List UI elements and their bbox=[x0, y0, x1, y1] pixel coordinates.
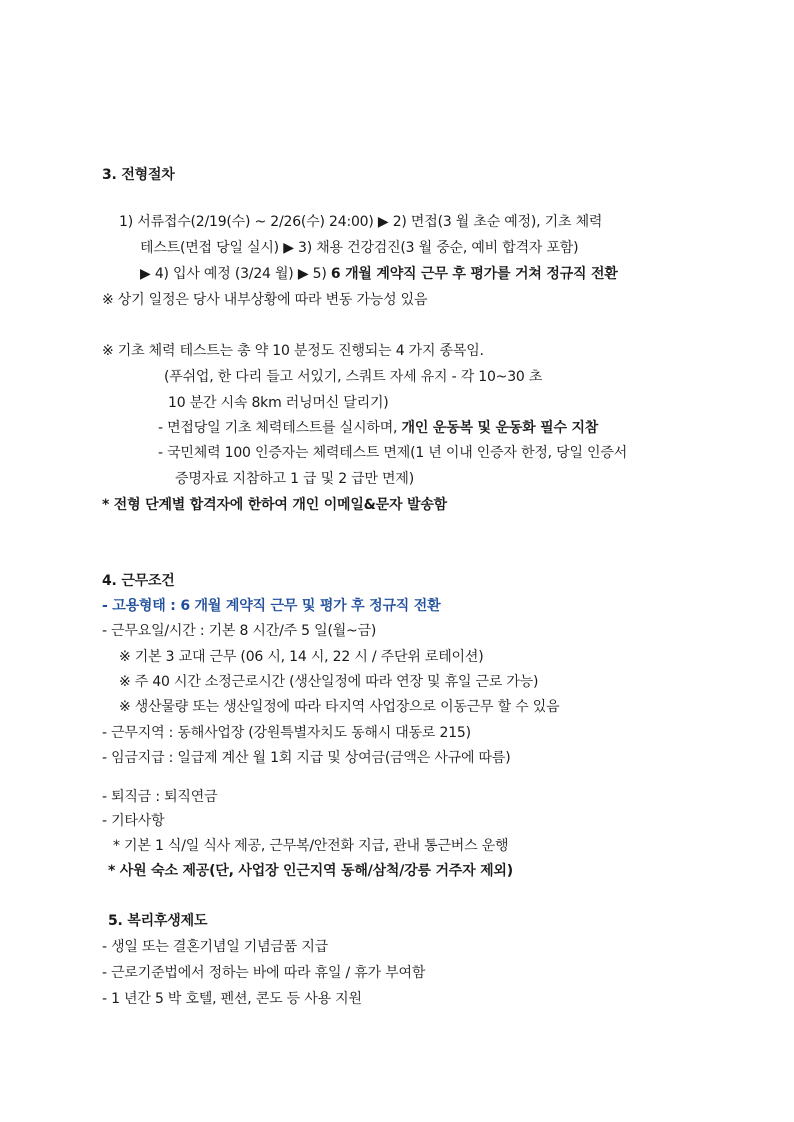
pay: - 임금지급 : 일급제 계산 월 1회 지급 및 상여금(금액은 사규에 따름) bbox=[102, 750, 511, 766]
fitness-items-line-2: 10 분간 시속 8km 러닝머신 달리기) bbox=[168, 395, 389, 411]
benefit-item-2: - 근로기준법에서 정하는 바에 따라 휴일 / 휴가 부여함 bbox=[102, 965, 426, 981]
process-line-3 bbox=[140, 264, 618, 284]
fitness-bullet-1-text: - 면접당일 기초 체력테스트를 실시하며, bbox=[158, 420, 402, 436]
work-hours-note-3: ※ 생산물량 또는 생산일정에 따라 타지역 사업장으로 이동근무 할 수 있음 bbox=[119, 699, 560, 715]
fitness-bullet-1-emphasis: 개인 운동복 및 운동화 필수 지참 bbox=[401, 420, 599, 436]
fitness-bullet-2-line-2: 증명자료 지참하고 1 급 및 2 급만 면제) bbox=[175, 471, 414, 487]
fitness-note: ※ 기초 체력 테스트는 총 약 10 분정도 진행되는 4 가지 종목임. bbox=[102, 343, 484, 359]
work-hours-note-2: ※ 주 40 시간 소정근로시간 (생산일정에 따라 연장 및 휴일 근로 가능) bbox=[119, 674, 539, 690]
benefit-item-1: - 생일 또는 결혼기념일 기념금품 지급 bbox=[102, 939, 328, 955]
process-line-1: 1) 서류접수(2/19(수) ~ 2/26(수) 24:00) ▶ 2) 면접(3 월 초순 예정), 기초 체력 bbox=[119, 214, 603, 230]
work-hours: - 근무요일/시간 : 기본 8 시간/주 5 일(월~금) bbox=[102, 623, 377, 639]
etc-item-1: * 기본 1 식/일 식사 제공, 근무복/안전화 지급, 관내 통근버스 운행 bbox=[113, 838, 509, 854]
selection-notice: * 전형 단계별 합격자에 한하여 개인 이메일&문자 발송함 bbox=[102, 497, 447, 513]
work-location: - 근무지역 : 동해사업장 (강원특별자치도 동해시 대동로 215) bbox=[102, 725, 471, 741]
process-line-2: 테스트(면접 당일 실시) ▶ 3) 채용 건강검진(3 월 중순, 예비 합격자 포함) bbox=[140, 240, 579, 256]
employment-type: - 고용형태 : 6 개월 계약직 근무 및 평가 후 정규직 전환 bbox=[102, 598, 441, 614]
work-hours-note-1: ※ 기본 3 교대 근무 (06 시, 14 시, 22 시 / 주단위 로테이션) bbox=[119, 649, 484, 665]
section-3-heading: 3. 전형절차 bbox=[102, 167, 175, 183]
benefit-item-3: - 1 년간 5 박 호텔, 펜션, 콘도 등 사용 지원 bbox=[102, 991, 362, 1007]
schedule-note: ※ 상기 일정은 당사 내부상황에 따라 변동 가능성 있음 bbox=[102, 292, 428, 308]
process-line-3-emphasis: 6 개월 계약직 근무 후 평가를 거쳐 정규직 전환 bbox=[330, 266, 618, 282]
fitness-items-line-1: (푸쉬업, 한 다리 들고 서있기, 스쿼트 자세 유지 - 각 10~30 초 bbox=[164, 369, 543, 385]
etc-item-2: * 사원 숙소 제공(단, 사업장 인근지역 동해/삼척/강릉 거주자 제외) bbox=[108, 863, 513, 879]
fitness-bullet-2-line-1: - 국민체력 100 인증자는 체력테스트 면제(1 년 이내 인증자 한정, 당일 인증서 bbox=[158, 445, 628, 461]
section-4-heading: 4. 근무조건 bbox=[102, 573, 175, 589]
process-line-3-text: ▶ 4) 입사 예정 (3/24 월) ▶ 5) bbox=[140, 266, 331, 282]
section-5-heading: 5. 복리후생제도 bbox=[108, 913, 208, 929]
fitness-bullet-1 bbox=[158, 418, 598, 438]
severance: - 퇴직금 : 퇴직연금 bbox=[102, 789, 218, 805]
etc-label: - 기타사항 bbox=[102, 813, 165, 829]
